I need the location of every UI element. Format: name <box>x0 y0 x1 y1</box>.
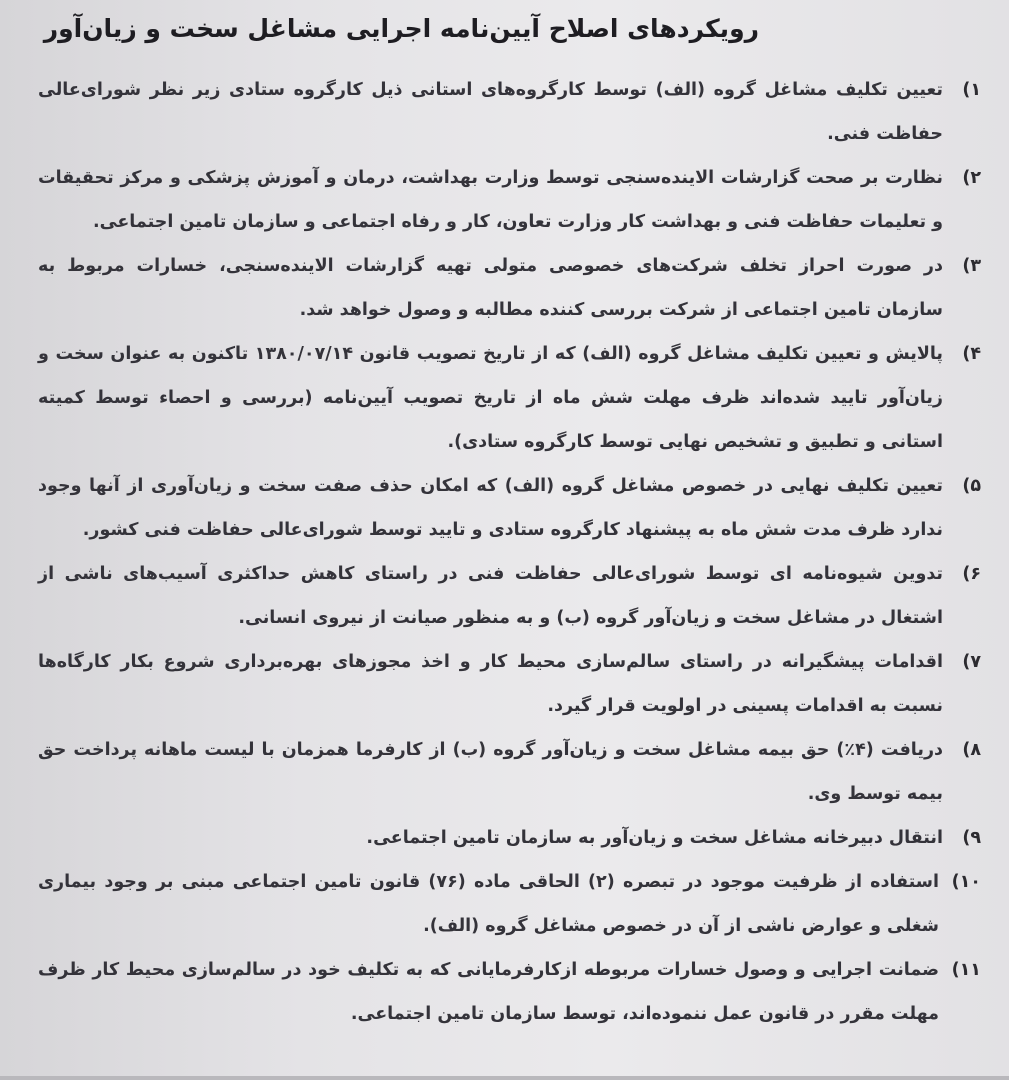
list-item <box>38 860 981 948</box>
list-item <box>38 640 981 728</box>
item-number: ۴) <box>962 344 981 364</box>
list-item <box>38 332 981 464</box>
list-item <box>38 156 981 244</box>
item-number: ۹) <box>962 828 981 848</box>
item-number: ۱) <box>962 80 981 100</box>
item-text: استفاده از ظرفیت موجود در تبصره (۲) الحاقی ماده (۷۶) قانون تامین اجتماعی مبنی بر وجود بیماری شغلی و عوارض ناشی از آن در خصوص مشاغل گروه (الف). <box>38 872 939 936</box>
item-text: تعیین تکلیف نهایی در خصوص مشاغل گروه (الف) که امکان حذف صفت سخت و زیان‌آوری از آنها وجود ندارد ظرف مدت شش ماه به پیشنهاد کارگروه ستادی و تایید توسط شورای‌عالی حفاظت فنی کشور. <box>38 476 943 540</box>
document-title: رویکردهای اصلاح آیین‌نامه اجرایی مشاغل سخت و زیان‌آور <box>43 14 759 43</box>
item-text: تعیین تکلیف مشاغل گروه (الف) توسط کارگروه‌های استانی ذیل کارگروه ستادی زیر نظر شورای‌عالی حفاظت فنی. <box>38 80 943 144</box>
list-item <box>38 244 981 332</box>
item-number: ۱۰) <box>951 872 981 892</box>
list-item <box>38 552 981 640</box>
item-number: ۸) <box>962 740 981 760</box>
item-text: نظارت بر صحت گزارشات الاینده‌سنجی توسط وزارت بهداشت، درمان و آموزش پزشکی و مرکز تحقیقات و تعلیمات حفاظت فنی و بهداشت کار وزارت تعاون، کار و رفاه اجتماعی و سازمان تامین اجتماعی. <box>38 168 943 232</box>
item-text: انتقال دبیرخانه مشاغل سخت و زیان‌آور به سازمان تامین اجتماعی. <box>366 828 943 848</box>
list-item <box>38 464 981 552</box>
item-number: ۱۱) <box>951 960 981 980</box>
item-number: ۵) <box>962 476 981 496</box>
list-item <box>38 816 981 860</box>
list-item <box>38 728 981 816</box>
page-bottom-edge <box>0 1076 1009 1080</box>
item-text: ضمانت اجرایی و وصول خسارات مربوطه ازکارفرمایانی که به تکلیف خود در سالم‌سازی محیط کار ظرف مهلت مقرر در قانون عمل ننموده‌اند، توسط سازمان تامین اجتماعی. <box>38 960 939 1024</box>
item-number: ۲) <box>962 168 981 188</box>
item-text: اقدامات پیشگیرانه در راستای سالم‌سازی محیط کار و اخذ مجوزهای بهره‌برداری شروع بکار کارگاه‌ها نسبت به اقدامات پسینی در اولویت قرار گیرد. <box>38 652 943 716</box>
item-text: در صورت احراز تخلف شرکت‌های خصوصی متولی تهیه گزارشات الاینده‌سنجی، خسارات مربوط به سازمان تامین اجتماعی از شرکت بررسی کننده مطالبه و وصول خواهد شد. <box>38 256 943 320</box>
item-text: تدوین شیوه‌نامه ای توسط شورای‌عالی حفاظت فنی در راستای کاهش حداکثری آسیب‌های ناشی از اشتغال در مشاغل سخت و زیان‌آور گروه (ب) و به منظور صیانت از نیروی انسانی. <box>38 564 943 628</box>
reform-approaches-list <box>38 68 981 1036</box>
item-number: ۷) <box>962 652 981 672</box>
item-number: ۶) <box>962 564 981 584</box>
item-number: ۳) <box>962 256 981 276</box>
list-item <box>38 948 981 1036</box>
item-text: دریافت (۴٪) حق بیمه مشاغل سخت و زیان‌آور گروه (ب) از کارفرما همزمان با لیست ماهانه پرداخت حق بیمه توسط وی. <box>38 740 943 804</box>
list-item <box>38 68 981 156</box>
item-text: پالایش و تعیین تکلیف مشاغل گروه (الف) که از تاریخ تصویب قانون ۱۳۸۰/۰۷/۱۴ تاکنون به عنوان سخت و زیان‌آور تایید شده‌اند ظرف مهلت شش ماه از تاریخ تصویب آیین‌نامه (بررسی و احصاء توسط کمیته استانی و تطبیق و تشخیص نهایی توسط کارگروه ستادی). <box>38 344 943 452</box>
